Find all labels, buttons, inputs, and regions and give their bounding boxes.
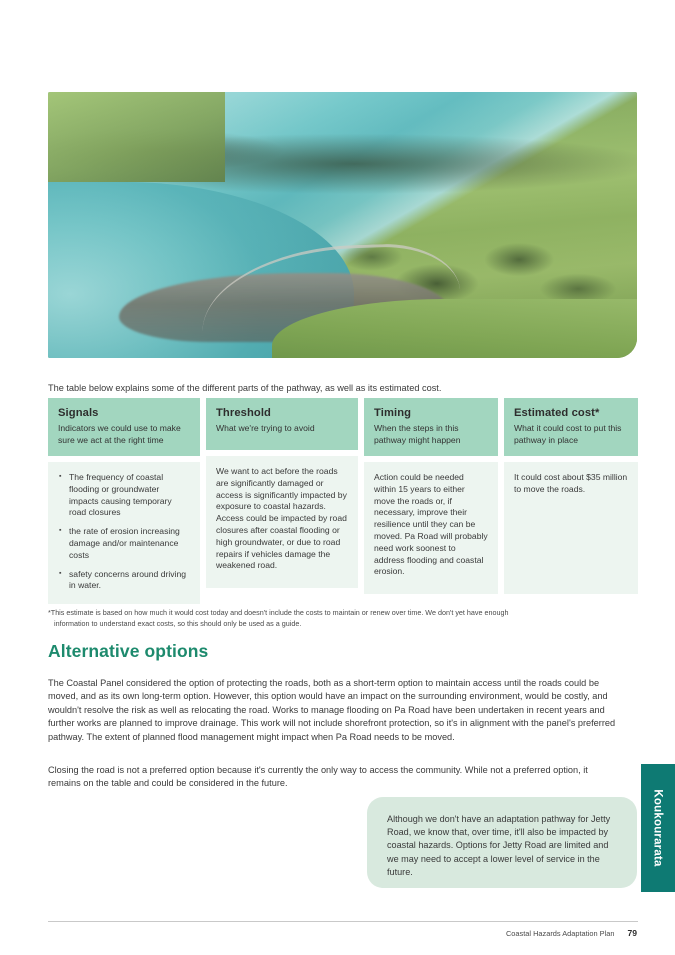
column-subheading: What we're trying to avoid bbox=[216, 423, 315, 433]
table-column-estimated-cost bbox=[504, 398, 638, 604]
column-heading: Signals bbox=[58, 407, 99, 419]
footer-divider bbox=[48, 921, 638, 922]
list-item: ▪ safety concerns around driving in water. bbox=[69, 569, 190, 593]
list-item: ▪ The frequency of coastal flooding or groundwater impacts causing temporary road closures bbox=[69, 472, 190, 519]
cell-text: We want to act before the roads are significantly damaged or access is significantly impacted by exposure to coastal hazards. Access could be impacted by road closures after coastal flooding or high groundwater, or due to road repairs if vehicles damage the weakened road. bbox=[216, 466, 347, 571]
table-header-cell bbox=[48, 398, 200, 456]
section-heading: Alternative options bbox=[48, 641, 209, 661]
body-paragraph-1: The Coastal Panel considered the option of protecting the roads, both as a short-term option to maintain access until the roads could be moved, and as its own long-term option. However, this option would have an impact on the surrounding environment, would be costly, and wouldn't resolve the risk as well as relocating the road. Works to manage flooding on Pa Road have been undertaken in recent years and further works are planned to improve drainage. This work will not include shorefront protection, so it's in alignment with the panel's preferred pathway. The extent of planned flood management might impact when Pa Road needs to be moved. bbox=[48, 678, 616, 742]
list-item: ▪ the rate of erosion increasing damage and/or maintenance costs bbox=[69, 526, 190, 561]
table-header-cell bbox=[504, 398, 638, 456]
footer-page-number: 79 bbox=[627, 928, 637, 938]
signals-list bbox=[58, 472, 190, 592]
table-body-cell bbox=[504, 462, 638, 594]
table-footnote bbox=[48, 608, 608, 629]
column-subheading: When the steps in this pathway might happen bbox=[374, 423, 461, 445]
footnote-line-1: *This estimate is based on how much it would cost today and doesn't include the costs to maintain or renew over time. We don't yet have enough bbox=[48, 608, 509, 617]
column-subheading: Indicators we could use to make sure we act at the right time bbox=[58, 423, 181, 445]
table-column-timing bbox=[364, 398, 498, 604]
body-paragraph-2: Closing the road is not a preferred option because it's currently the only way to access the community. While not a preferred option, it remains on the table and could be considered in the future. bbox=[48, 765, 588, 789]
table-column-threshold bbox=[206, 398, 358, 604]
table-column-signals bbox=[48, 398, 200, 604]
callout-text: Although we don't have an adaptation pathway for Jetty Road, we know that, over time, it'll also be impacted by coastal hazards. Options for Jetty Road are limited and we may need to accept a lower level of service in the future. bbox=[387, 814, 611, 877]
hero-photo bbox=[48, 92, 637, 358]
cell-text: It could cost about $35 million to move the roads. bbox=[514, 472, 628, 494]
column-heading: Timing bbox=[374, 407, 412, 419]
table-body-cell bbox=[364, 462, 498, 594]
pathway-table bbox=[48, 398, 638, 604]
footer-title: Coastal Hazards Adaptation Plan bbox=[505, 929, 615, 938]
callout-box bbox=[367, 797, 637, 888]
photo-overlay bbox=[48, 92, 637, 358]
table-body-cell bbox=[48, 462, 200, 604]
column-heading: Threshold bbox=[216, 407, 271, 419]
side-tab-label: Koukourarata bbox=[652, 789, 665, 867]
footnote-line-2: information to understand exact costs, so this should only be used as a guide. bbox=[54, 618, 302, 628]
cell-text: Action could be needed within 15 years to either move the roads or, if necessary, improve their resilience until they can be moved. Pa Road will probably need work soonest to address flooding and coastal erosion. bbox=[374, 472, 488, 577]
table-header-cell bbox=[364, 398, 498, 456]
chapter-side-tab bbox=[641, 764, 675, 892]
page-footer bbox=[506, 928, 637, 938]
column-heading: Estimated cost* bbox=[514, 407, 600, 419]
column-subheading: What it could cost to put this pathway in place bbox=[514, 423, 622, 445]
table-body-cell bbox=[206, 456, 358, 588]
table-header-cell bbox=[206, 398, 358, 450]
intro-paragraph: The table below explains some of the different parts of the pathway, as well as its estimated cost. bbox=[48, 383, 442, 393]
